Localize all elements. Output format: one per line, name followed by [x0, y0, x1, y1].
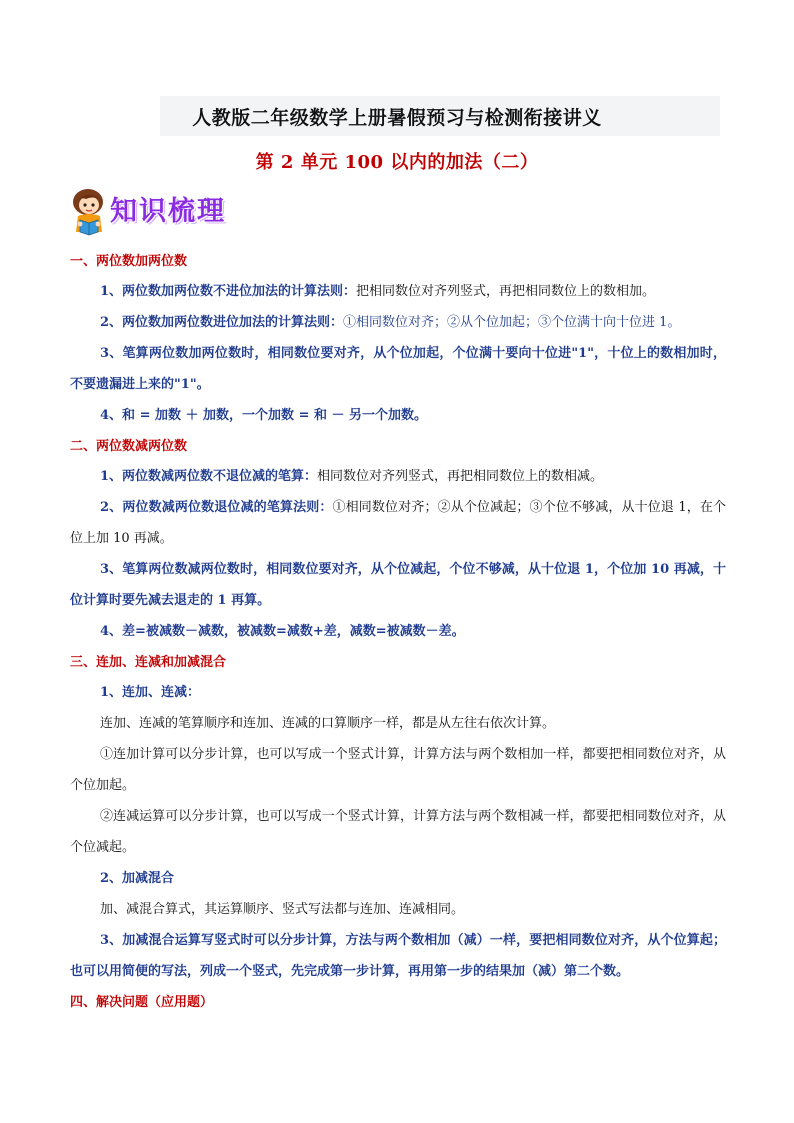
rule-text: ①相同数位对齐；②从个位减起；③个位不够减，从十位退 1，在个位上加 10 再减。	[70, 500, 727, 546]
paragraph	[70, 492, 726, 554]
subsection-title: 2、加减混合	[100, 871, 175, 886]
rule-text: 相同数位对齐列竖式，再把相同数位上的数相减。	[317, 469, 604, 484]
section-title: 四、解决问题（应用题）	[70, 995, 214, 1010]
paragraph	[70, 461, 726, 492]
section-title: 一、两位数加两位数	[70, 254, 188, 269]
paragraph: 3、笔算两位数减两位数时，相同数位要对齐，从个位减起，个位不够减，从十位退 1，个位加 10 再减，十位计算时要先减去退走的 1 再算。	[70, 562, 726, 608]
paragraph: 3、加减混合运算写竖式时可以分步计算，方法与两个数相加（减）一样，要把相同数位对齐，从个位算起；也可以用简便的写法，列成一个竖式，先完成第一步计算，再用第一步的结果加（减）第二个数。	[70, 933, 726, 979]
rule-label: 2、两位数减两位数退位减的笔算法则：	[100, 500, 333, 515]
paragraph: 连加、连减的笔算顺序和连加、连减的口算顺序一样，都是从左往右依次计算。	[100, 716, 556, 731]
rule-text: ①相同数位对齐；②从个位加起；③个位满十向十位进 1。	[343, 315, 681, 330]
section-title: 三、连加、连减和加减混合	[70, 655, 227, 670]
paragraph: ②连减运算可以分步计算，也可以写成一个竖式计算，计算方法与两个数相减一样，都要把相同数位对齐，从个位减起。	[70, 809, 726, 855]
subsection-title: 1、连加、连减：	[100, 685, 201, 700]
unit-title: 第 2 单元 100 以内的加法（二）	[255, 152, 539, 173]
rule-text: 把相同数位对齐列竖式，再把相同数位上的数相加。	[356, 284, 656, 299]
paragraph: 加、减混合算式，其运算顺序、竖式写法都与连加、连减相同。	[100, 902, 465, 917]
paragraph	[70, 307, 726, 338]
rule-label: 1、两位数减两位数不退位减的笔算：	[100, 469, 318, 484]
paragraph: 4、差=被减数－减数，被减数=减数+差，减数=被减数－差。	[100, 624, 465, 639]
section-title: 二、两位数减两位数	[70, 439, 188, 454]
paragraph: 3、笔算两位数加两位数时，相同数位要对齐，从个位加起，个位满十要向十位进"1"，十位上的数相加时，不要遗漏进上来的"1"。	[70, 346, 726, 392]
document-title: 人教版二年级数学上册暑假预习与检测衔接讲义	[192, 107, 602, 129]
paragraph: ①连加计算可以分步计算，也可以写成一个竖式计算，计算方法与两个数相加一样，都要把相同数位对齐，从个位加起。	[70, 747, 726, 793]
content	[70, 246, 726, 1017]
paragraph	[70, 276, 726, 307]
rule-label: 1、两位数加两位数不进位加法的计算法则：	[100, 284, 357, 299]
paragraph: 4、和 = 加数 ＋ 加数，一个加数 = 和 － 另一个加数。	[100, 408, 428, 423]
rule-label: 2、两位数加两位数进位加法的计算法则：	[100, 315, 344, 330]
knowledge-summary-banner: 知识梳理	[110, 196, 226, 227]
